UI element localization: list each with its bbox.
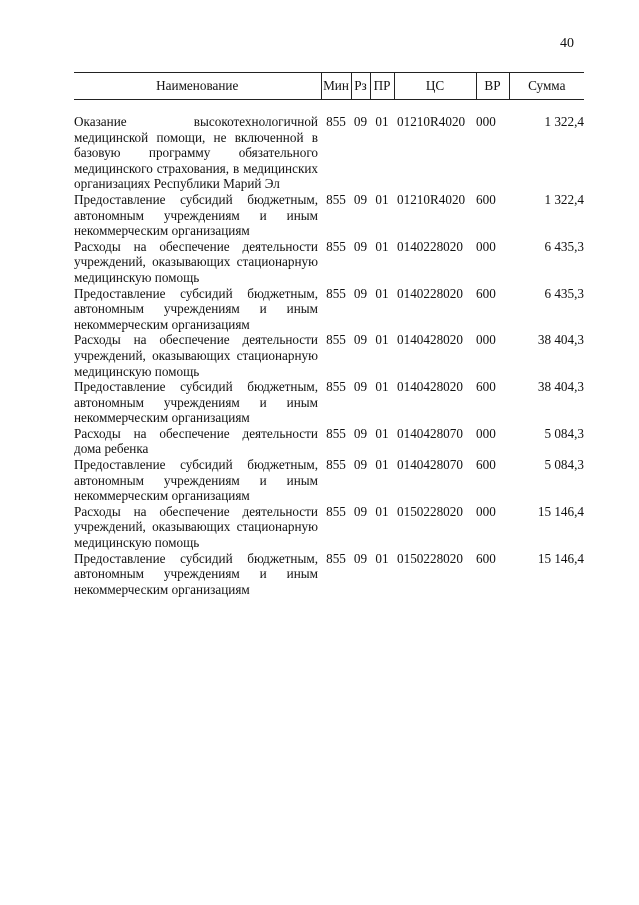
cell-vr: 600 (476, 550, 496, 566)
cell-vr: 600 (476, 191, 496, 207)
table-header (74, 73, 584, 100)
cell-rz: 09 (353, 425, 368, 441)
cell-cs: 0150228020 (397, 503, 463, 519)
cell-rz: 09 (353, 191, 368, 207)
budget-table (74, 72, 584, 597)
cell-name: Расходы на обеспечение деятельности учреждений, оказывающих стационарную медицинскую помощь (74, 503, 318, 551)
table-row (74, 457, 584, 504)
cell-cs: 01210R4020 (397, 114, 466, 129)
cell-rz: 09 (353, 332, 368, 348)
cell-min: 855 (326, 550, 346, 566)
cell-sum: 15 146,4 (537, 503, 584, 519)
table-row (74, 239, 584, 286)
cell-rz: 09 (353, 285, 368, 301)
cell-cs: 0140428020 (397, 332, 463, 348)
cell-rz: 09 (353, 238, 368, 254)
table-body (74, 100, 584, 598)
cell-min: 855 (326, 114, 346, 129)
table-row (74, 426, 584, 457)
cell-sum: 5 084,3 (544, 425, 584, 441)
cell-rz: 09 (353, 114, 368, 129)
page-number: 40 (560, 36, 574, 51)
cell-sum: 1 322,4 (544, 114, 584, 129)
cell-min: 855 (326, 191, 346, 207)
cell-cs: 0140428020 (397, 379, 463, 395)
header-vr: ВР (476, 73, 509, 100)
cell-pr: 01 (375, 550, 389, 566)
cell-sum: 6 435,3 (544, 238, 584, 254)
cell-name: Предоставление субсидий бюджетным, автономным учреждениям и иным некоммерческим организациям (74, 550, 318, 597)
table-row (74, 551, 584, 598)
cell-sum: 38 404,3 (537, 332, 584, 348)
cell-vr: 000 (476, 425, 496, 441)
cell-pr: 01 (375, 503, 389, 519)
cell-rz: 09 (353, 457, 368, 473)
header-name: Наименование (74, 73, 321, 100)
cell-vr: 600 (476, 457, 496, 473)
cell-pr: 01 (375, 191, 389, 207)
table-row (74, 504, 584, 551)
cell-name: Оказание высокотехнологичной медицинской помощи, не включенной в базовую программу обязательного медицинского страхования, в медицинских организациях Республики Марий Эл (74, 114, 318, 192)
cell-pr: 01 (375, 114, 389, 129)
cell-cs: 0140428070 (397, 457, 463, 473)
cell-sum: 5 084,3 (544, 457, 584, 473)
header-cs: ЦС (394, 73, 476, 100)
header-pr: ПР (370, 73, 394, 100)
cell-min: 855 (326, 503, 346, 519)
table-row (74, 286, 584, 333)
cell-cs: 0140428070 (397, 425, 463, 441)
cell-name: Расходы на обеспечение деятельности учреждений, оказывающих стационарную медицинскую помощь (74, 238, 318, 285)
cell-sum: 38 404,3 (537, 379, 584, 395)
cell-min: 855 (326, 285, 346, 301)
cell-min: 855 (326, 425, 346, 441)
cell-pr: 01 (375, 457, 389, 473)
cell-cs: 01210R4020 (397, 191, 466, 207)
cell-name: Расходы на обеспечение деятельности учреждений, оказывающих стационарную медицинскую помощь (74, 332, 318, 379)
cell-vr: 000 (476, 114, 496, 129)
cell-pr: 01 (375, 238, 389, 254)
cell-vr: 000 (476, 332, 496, 348)
cell-rz: 09 (353, 550, 368, 566)
cell-pr: 01 (375, 379, 389, 395)
table-row (74, 379, 584, 426)
cell-name: Расходы на обеспечение деятельности дома ребенка (74, 425, 318, 457)
cell-vr: 600 (476, 379, 496, 395)
cell-pr: 01 (375, 425, 389, 441)
cell-pr: 01 (375, 285, 389, 301)
header-sum: Сумма (509, 73, 584, 100)
table-row (74, 114, 584, 192)
cell-sum: 15 146,4 (537, 550, 584, 566)
header-rz: Рз (351, 73, 370, 100)
cell-sum: 1 322,4 (544, 191, 584, 207)
table-row (74, 332, 584, 379)
cell-name: Предоставление субсидий бюджетным, автономным учреждениям и иным некоммерческим организациям (74, 457, 318, 504)
cell-cs: 0140228020 (397, 238, 463, 254)
cell-rz: 09 (353, 379, 368, 395)
cell-vr: 000 (476, 503, 496, 519)
header-min: Мин (321, 73, 351, 100)
table-row (74, 192, 584, 239)
cell-name: Предоставление субсидий бюджетным, автономным учреждениям и иным некоммерческим организациям (74, 379, 318, 426)
cell-cs: 0140228020 (397, 285, 463, 301)
cell-name: Предоставление субсидий бюджетным, автономным учреждениям и иным некоммерческим организациям (74, 191, 318, 239)
cell-min: 855 (326, 332, 346, 348)
cell-vr: 600 (476, 285, 496, 301)
cell-rz: 09 (353, 503, 368, 519)
cell-min: 855 (326, 238, 346, 254)
cell-vr: 000 (476, 238, 496, 254)
cell-min: 855 (326, 379, 346, 395)
cell-sum: 6 435,3 (544, 285, 584, 301)
cell-name: Предоставление субсидий бюджетным, автономным учреждениям и иным некоммерческим организациям (74, 285, 318, 332)
cell-pr: 01 (375, 332, 389, 348)
cell-cs: 0150228020 (397, 550, 463, 566)
cell-min: 855 (326, 457, 346, 473)
